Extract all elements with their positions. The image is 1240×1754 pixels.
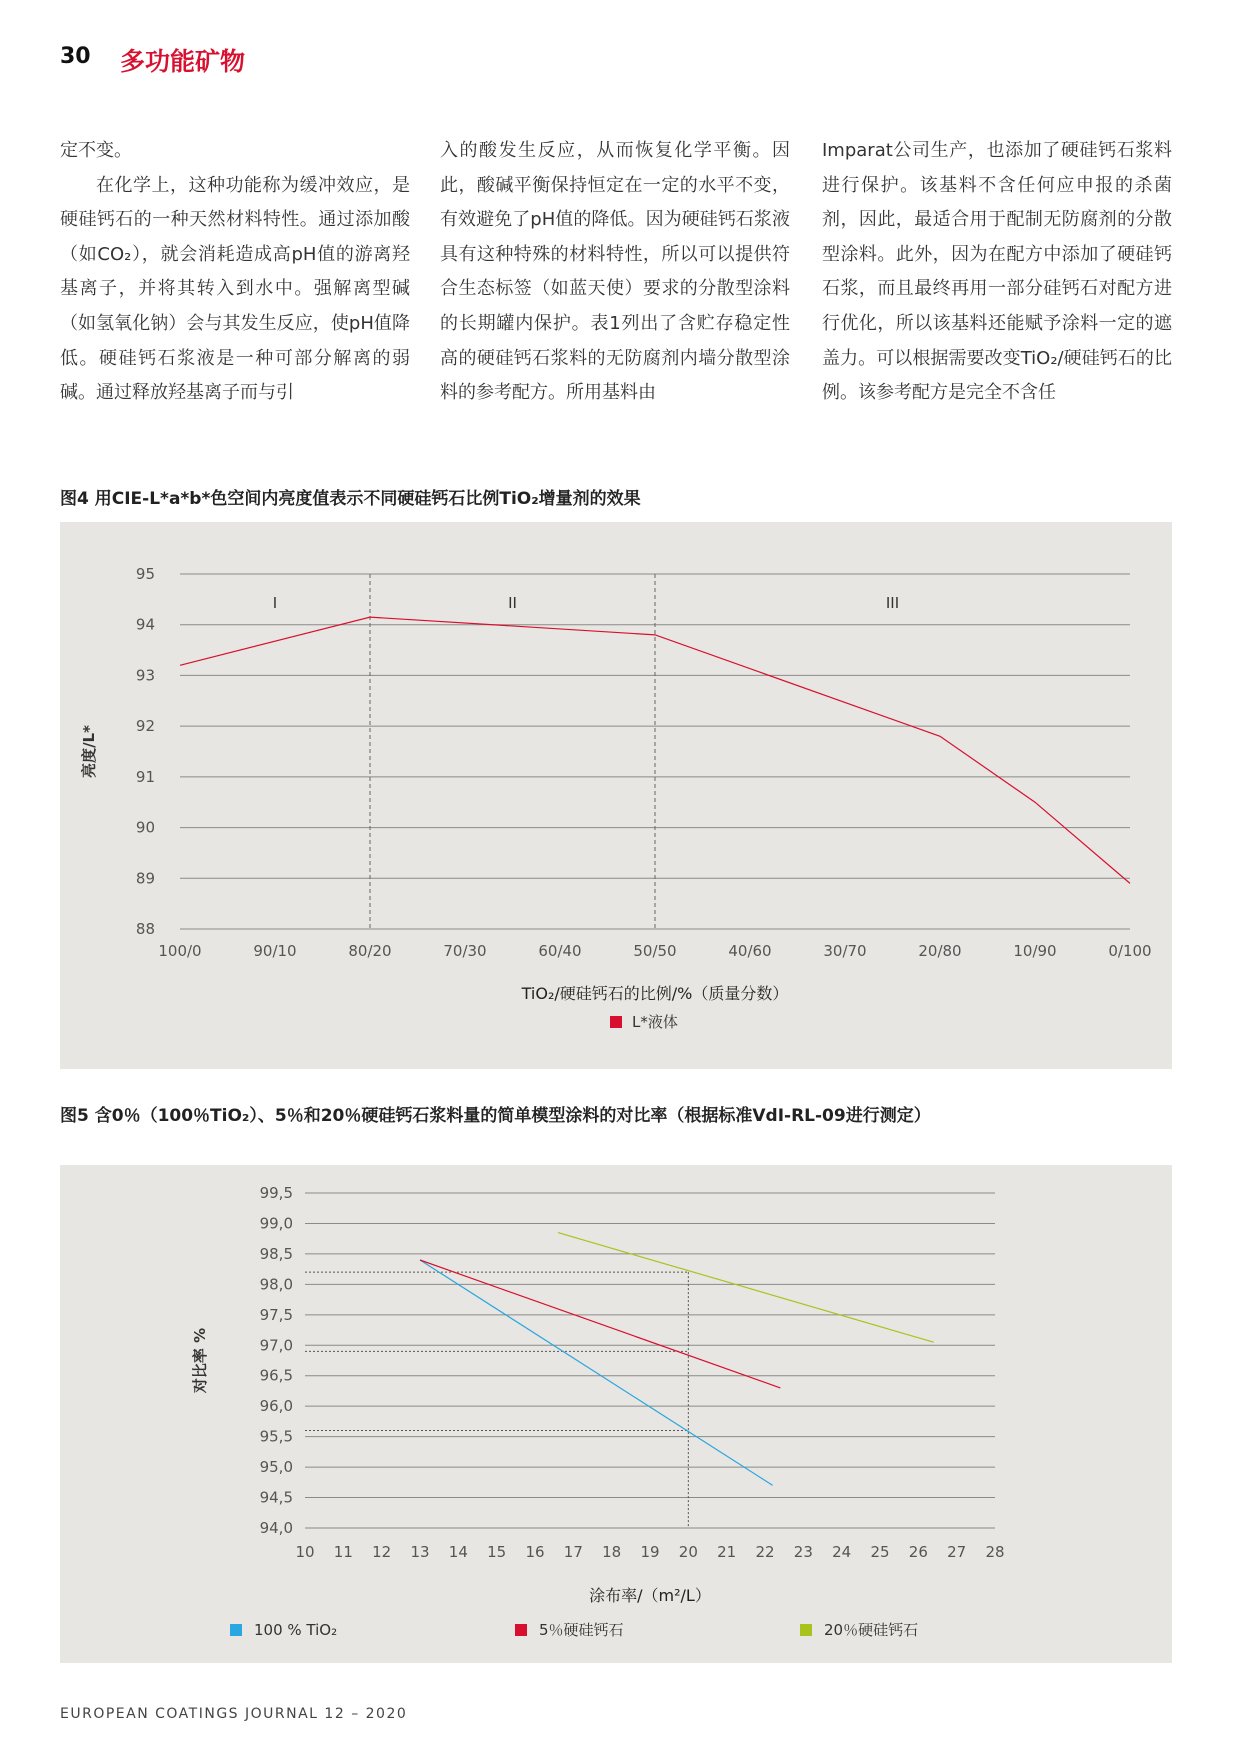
series-line-100-tio2: [420, 1260, 773, 1485]
x-tick-label: 21: [717, 1543, 737, 1561]
paragraph: Imparat公司生产，也添加了硬硅钙石浆料进行保护。该基料不含任何应申报的杀菌剂，因此，最适合用于配制无防腐剂的分散型涂料。此外，因为在配方中添加了硬硅钙石浆，而且最终再用一部分硅钙石对配方进行优化，所以该基料还能赋予涂料一定的遮盖力。可以根据需要改变TiO₂/硬硅钙石的比例。该参考配方是完全不含任: [822, 140, 1172, 404]
x-tick-label: 27: [947, 1543, 967, 1561]
text-column-1: [60, 134, 410, 411]
x-tick-label: 60/40: [538, 942, 582, 960]
page-number: 30: [60, 44, 91, 69]
y-tick-label: 99,0: [259, 1214, 293, 1233]
x-tick-label: 12: [372, 1543, 392, 1561]
legend-swatch: [800, 1624, 812, 1636]
region-label: I: [272, 594, 278, 612]
legend-label: 100 % TiO₂: [254, 1621, 338, 1639]
x-tick-label: 50/50: [633, 942, 677, 960]
y-tick-label: 97,5: [259, 1305, 293, 1324]
y-tick-label: 96,5: [259, 1366, 293, 1385]
body-text: [60, 134, 1172, 414]
paragraph: 在化学上，这种功能称为缓冲效应，是硬硅钙石的一种天然材料特性。通过添加酸（如CO₂），就会消耗造成高pH值的游离羟基离子，并将其转入到水中。强解离型碱（如氢氧化钠）会与其发生反应，使pH值降低。硬硅钙石浆液是一种可部分解离的弱碱。通过释放羟基离子而与引: [60, 174, 410, 404]
y-tick-label: 97,0: [259, 1336, 293, 1355]
legend-swatch: [230, 1624, 242, 1636]
text-column-3: [822, 134, 1172, 411]
y-tick-label: 92: [135, 717, 155, 736]
x-axis-label: TiO₂/硬硅钙石的比例/%（质量分数）: [521, 984, 789, 1003]
x-tick-label: 10: [295, 1543, 315, 1561]
y-tick-label: 98,5: [259, 1244, 293, 1263]
figure5-caption: 图5 含0％（100％TiO₂）、5％和20％硬硅钙石浆料量的简单模型涂料的对比率（根据标准VdI-RL-09进行测定）: [60, 1106, 931, 1126]
y-tick-label: 94: [135, 615, 155, 634]
legend-swatch: [515, 1624, 527, 1636]
x-tick-label: 24: [832, 1543, 852, 1561]
y-tick-label: 95,5: [259, 1427, 293, 1446]
region-label: III: [885, 594, 900, 612]
y-tick-label: 90: [135, 818, 155, 837]
x-tick-label: 20: [678, 1543, 698, 1561]
x-tick-label: 0/100: [1108, 942, 1152, 960]
x-tick-label: 10/90: [1013, 942, 1057, 960]
section-title: 多功能矿物: [120, 47, 246, 76]
x-tick-label: 14: [448, 1543, 468, 1561]
x-tick-label: 13: [410, 1543, 430, 1561]
x-tick-label: 22: [755, 1543, 775, 1561]
y-tick-label: 91: [135, 767, 155, 786]
x-tick-label: 19: [640, 1543, 660, 1561]
x-tick-label: 16: [525, 1543, 545, 1561]
y-tick-label: 88: [135, 920, 155, 938]
y-tick-label: 94,0: [259, 1519, 293, 1537]
y-tick-label: 94,5: [259, 1488, 293, 1507]
y-tick-label: 93: [135, 666, 155, 685]
region-label: II: [508, 594, 517, 612]
x-tick-label: 70/30: [443, 942, 487, 960]
y-tick-label: 99,5: [259, 1184, 293, 1202]
figure5-chart: [60, 1165, 1172, 1663]
paragraph: 入的酸发生反应，从而恢复化学平衡。因此，酸碱平衡保持恒定在一定的水平不变，有效避免了pH值的降低。因为硬硅钙石浆液具有这种特殊的材料特性，所以可以提供符合生态标签（如蓝天使）要求的分散型涂料的长期罐内保护。表1列出了含贮存稳定性高的硬硅钙石浆料的无防腐剂内墙分散型涂料的参考配方。所用基料由: [440, 140, 790, 404]
figure4-caption: 图4 用CIE-L*a*b*色空间内亮度值表示不同硬硅钙石比例TiO₂增量剂的效果: [60, 489, 641, 509]
x-tick-label: 23: [793, 1543, 813, 1561]
x-tick-label: 20/80: [918, 942, 962, 960]
x-tick-label: 90/10: [253, 942, 297, 960]
paragraph: 定不变。: [60, 140, 132, 161]
x-tick-label: 25: [870, 1543, 890, 1561]
y-tick-label: 95,0: [259, 1458, 293, 1477]
x-tick-label: 100/0: [158, 942, 202, 960]
y-tick-label: 95: [135, 565, 155, 583]
x-tick-label: 15: [487, 1543, 507, 1561]
y-axis-label: 对比率 %: [191, 1327, 209, 1394]
x-tick-label: 11: [333, 1543, 353, 1561]
series-line-20-percent: [558, 1233, 934, 1343]
y-tick-label: 89: [135, 869, 155, 888]
x-tick-label: 80/20: [348, 942, 392, 960]
x-tick-label: 17: [563, 1543, 583, 1561]
figure5-panel: [60, 1165, 1172, 1663]
text-column-2: [440, 134, 790, 411]
figure4-chart: [60, 522, 1172, 1069]
x-tick-label: 18: [602, 1543, 622, 1561]
x-axis-label: 涂布率/（m²/L）: [589, 1586, 711, 1605]
y-axis-label: 亮度/L*: [80, 725, 98, 778]
series-line-5-percent: [420, 1260, 780, 1388]
x-tick-label: 40/60: [728, 942, 772, 960]
y-tick-label: 98,0: [259, 1275, 293, 1294]
legend-swatch: [610, 1016, 622, 1028]
legend-label: L*液体: [632, 1013, 678, 1031]
journal-footer: EUROPEAN COATINGS JOURNAL 12 – 2020: [60, 1706, 408, 1722]
figure4-panel: [60, 522, 1172, 1069]
legend-label: 5％硬硅钙石: [539, 1621, 624, 1639]
y-tick-label: 96,0: [259, 1397, 293, 1416]
x-tick-label: 26: [908, 1543, 928, 1561]
x-tick-label: 30/70: [823, 942, 867, 960]
x-tick-label: 28: [985, 1543, 1005, 1561]
legend-label: 20％硬硅钙石: [824, 1621, 919, 1639]
